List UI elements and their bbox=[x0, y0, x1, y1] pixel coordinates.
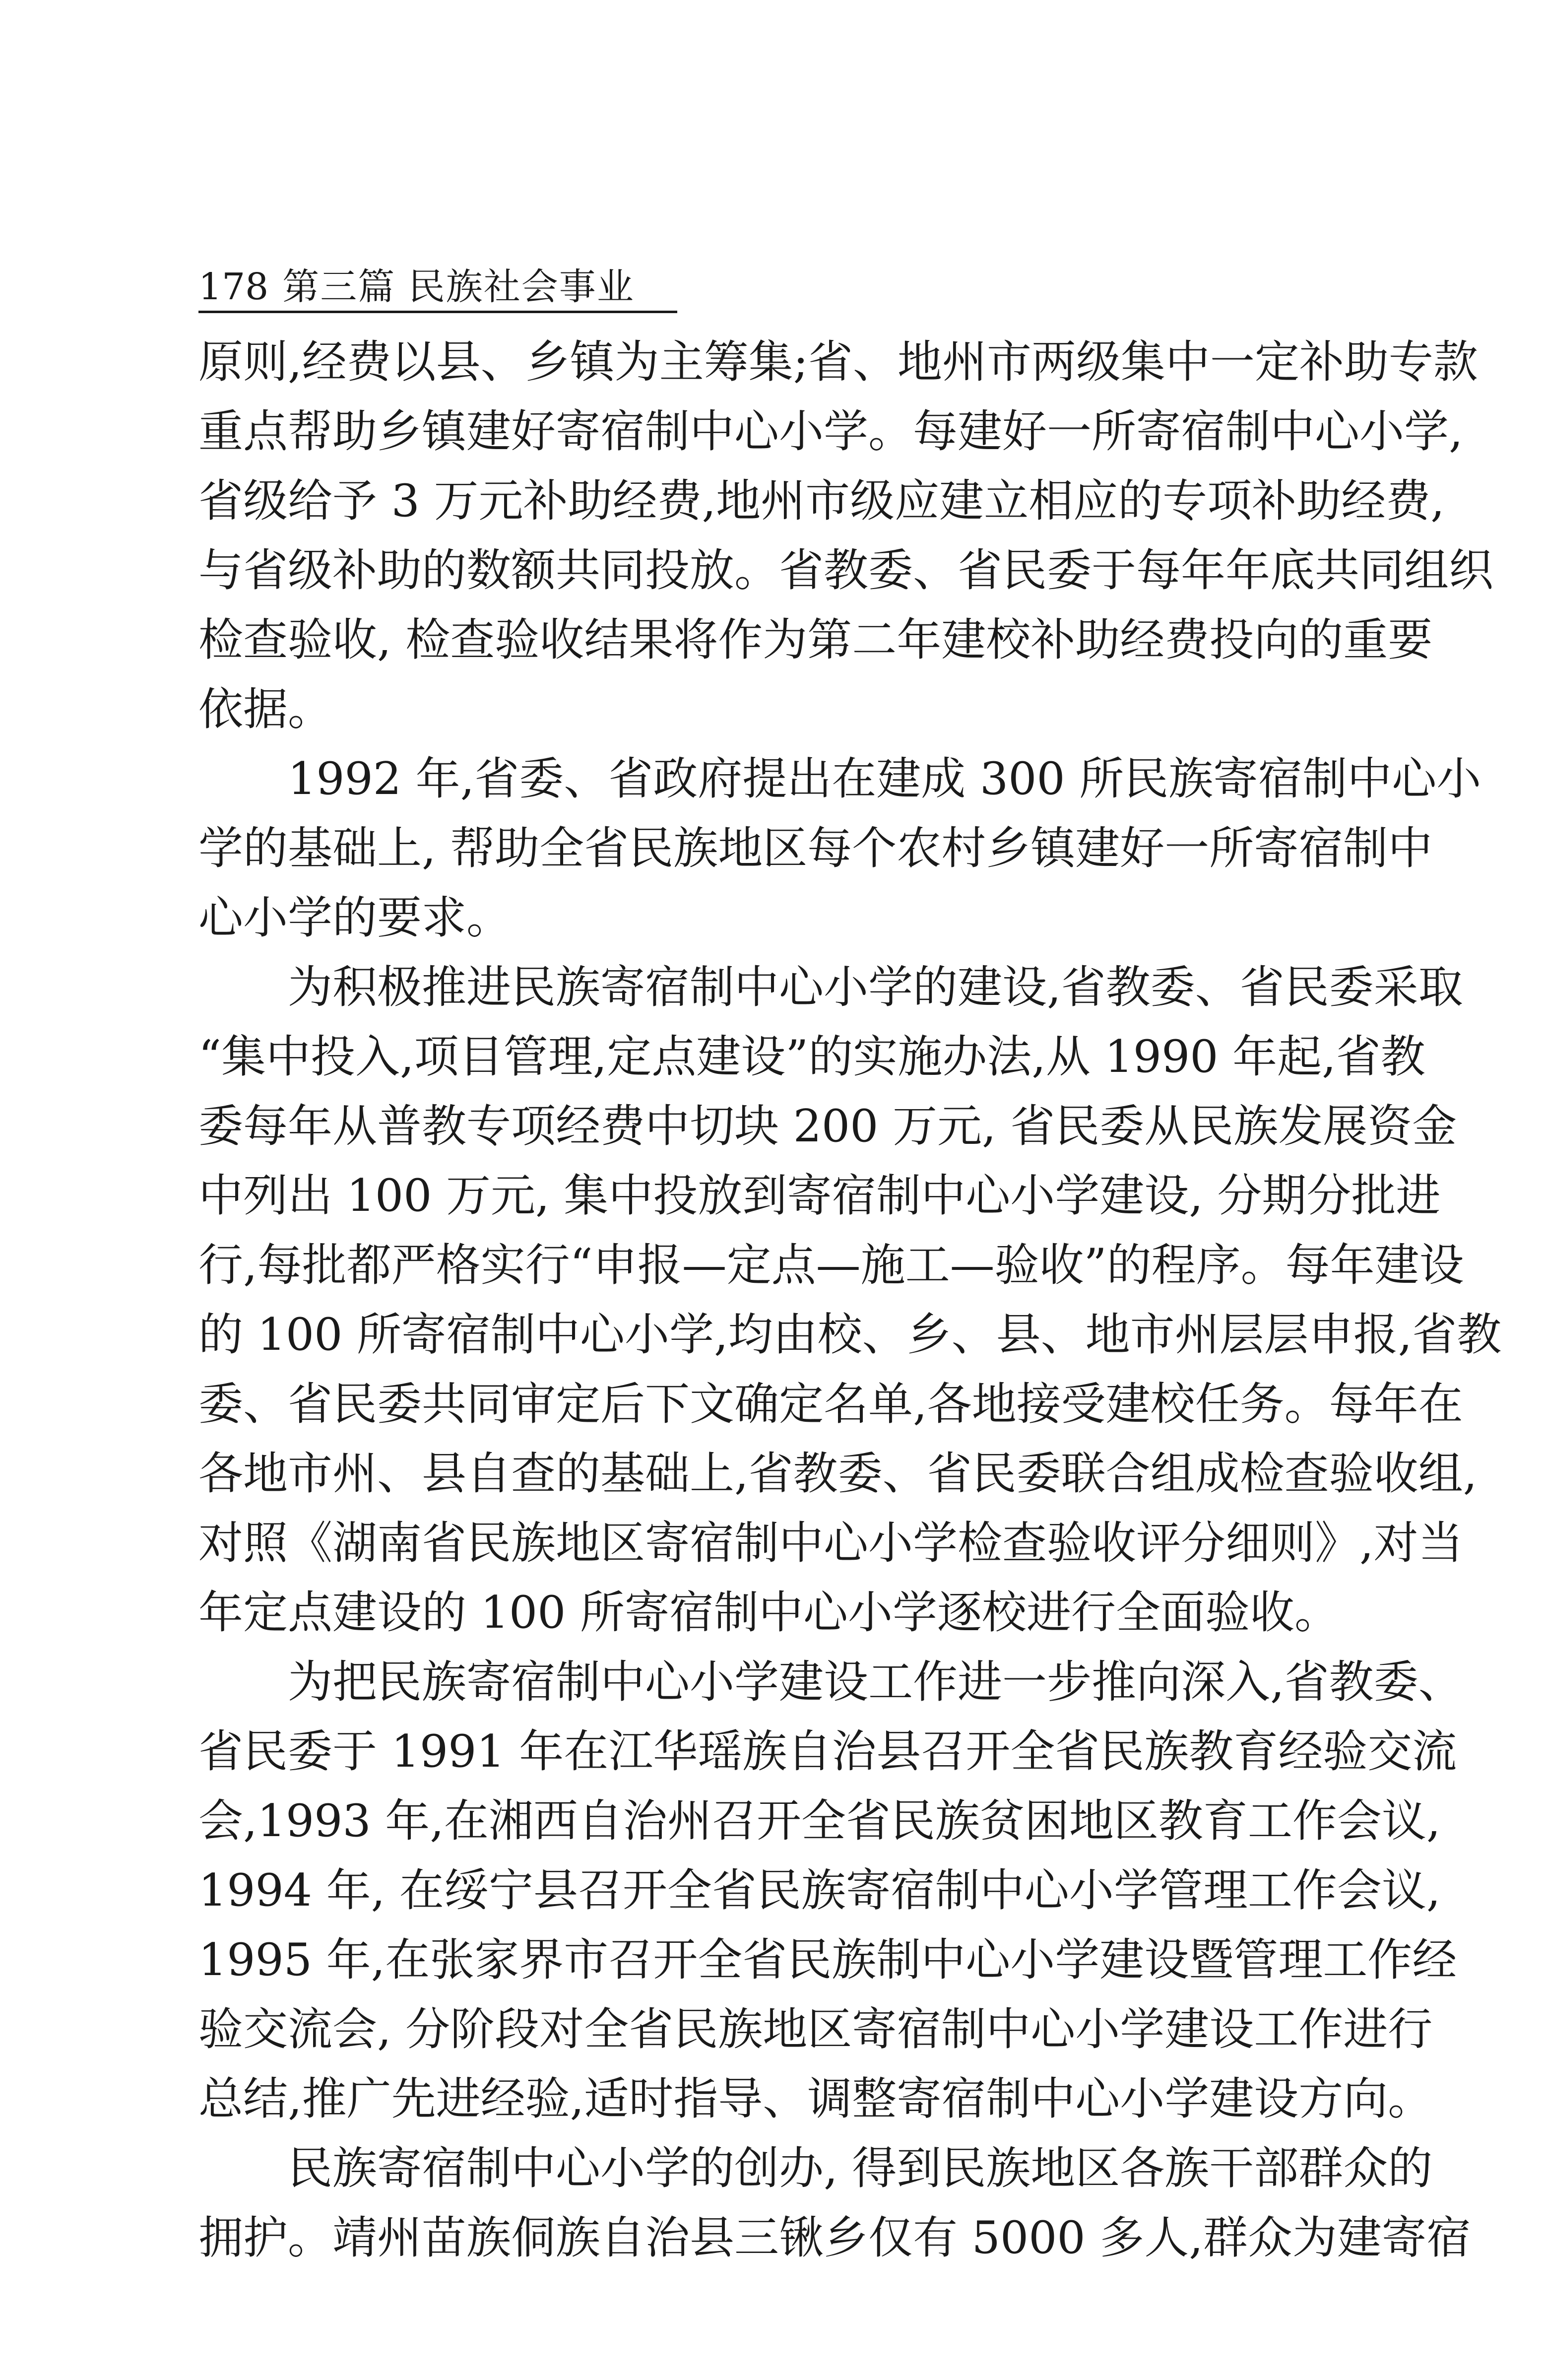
text-line: 会,1993 年,在湘西自治州召开全省民族贫困地区教育工作会议, bbox=[198, 1795, 1441, 1847]
text-line: 原则,经费以县、乡镇为主筹集;省、地州市两级集中一定补助专款 bbox=[198, 336, 1478, 388]
text-line: 拥护。靖州苗族侗族自治县三锹乡仅有 5000 多人,群众为建寄宿 bbox=[198, 2212, 1471, 2264]
text-line: 年定点建设的 100 所寄宿制中心小学逐校进行全面验收。 bbox=[198, 1587, 1339, 1639]
paragraph-first-line: 为把民族寄宿制中心小学建设工作进一步推向深入,省教委、 bbox=[288, 1656, 1463, 1708]
running-head bbox=[198, 263, 677, 313]
text-line: 省级给予 3 万元补助经费,地州市级应建立相应的专项补助经费, bbox=[198, 475, 1445, 527]
text-line: 重点帮助乡镇建好寄宿制中心小学。每建好一所寄宿制中心小学, bbox=[198, 405, 1463, 458]
text-line: 验交流会, 分阶段对全省民族地区寄宿制中心小学建设工作进行 bbox=[198, 2003, 1433, 2055]
text-line: 1994 年, 在绥宁县召开全省民族寄宿制中心小学管理工作会议, bbox=[198, 1864, 1441, 1917]
text-line: 1995 年,在张家界市召开全省民族制中心小学建设暨管理工作经 bbox=[198, 1934, 1457, 1986]
paragraph-first-line: 1992 年,省委、省政府提出在建成 300 所民族寄宿制中心小 bbox=[288, 753, 1482, 805]
text-line: 总结,推广先进经验,适时指导、调整寄宿制中心小学建设方向。 bbox=[198, 2073, 1433, 2125]
page-number: 178 bbox=[198, 265, 269, 308]
text-line: 检查验收, 检查验收结果将作为第二年建校补助经费投向的重要 bbox=[198, 614, 1433, 666]
text-line: 委每年从普教专项经费中切块 200 万元, 省民委从民族发展资金 bbox=[198, 1100, 1457, 1152]
text-line: 中列出 100 万元, 集中投放到寄宿制中心小学建设, 分期分批进 bbox=[198, 1170, 1441, 1222]
text-line: 省民委于 1991 年在江华瑶族自治县召开全省民族教育经验交流 bbox=[198, 1725, 1457, 1778]
text-line: 委、省民委共同审定后下文确定名单,各地接受建校任务。每年在 bbox=[198, 1378, 1463, 1430]
text-line: 各地市州、县自查的基础上,省教委、省民委联合组成检查验收组, bbox=[198, 1448, 1478, 1500]
text-line: 与省级补助的数额共同投放。省教委、省民委于每年年底共同组织 bbox=[198, 544, 1493, 596]
text-line: 依据。 bbox=[198, 683, 332, 735]
text-line: 心小学的要求。 bbox=[198, 892, 511, 944]
paragraph-first-line: 为积极推进民族寄宿制中心小学的建设,省教委、省民委采取 bbox=[288, 961, 1463, 1013]
paragraph-first-line: 民族寄宿制中心小学的创办, 得到民族地区各族干部群众的 bbox=[288, 2142, 1433, 2194]
text-line: 行,每批都严格实行“申报—定点—施工—验收”的程序。每年建设 bbox=[198, 1239, 1464, 1291]
text-line: 学的基础上, 帮助全省民族地区每个农村乡镇建好一所寄宿制中 bbox=[198, 822, 1433, 874]
part-title: 第三篇 民族社会事业 bbox=[282, 265, 635, 308]
text-line: 的 100 所寄宿制中心小学,均由校、乡、县、地市州层层申报,省教 bbox=[198, 1309, 1502, 1361]
text-line: “集中投入,项目管理,定点建设”的实施办法,从 1990 年起,省教 bbox=[198, 1031, 1425, 1083]
text-line: 对照《湖南省民族地区寄宿制中心小学检查验收评分细则》,对当 bbox=[198, 1517, 1463, 1569]
body-text bbox=[198, 328, 1502, 2273]
